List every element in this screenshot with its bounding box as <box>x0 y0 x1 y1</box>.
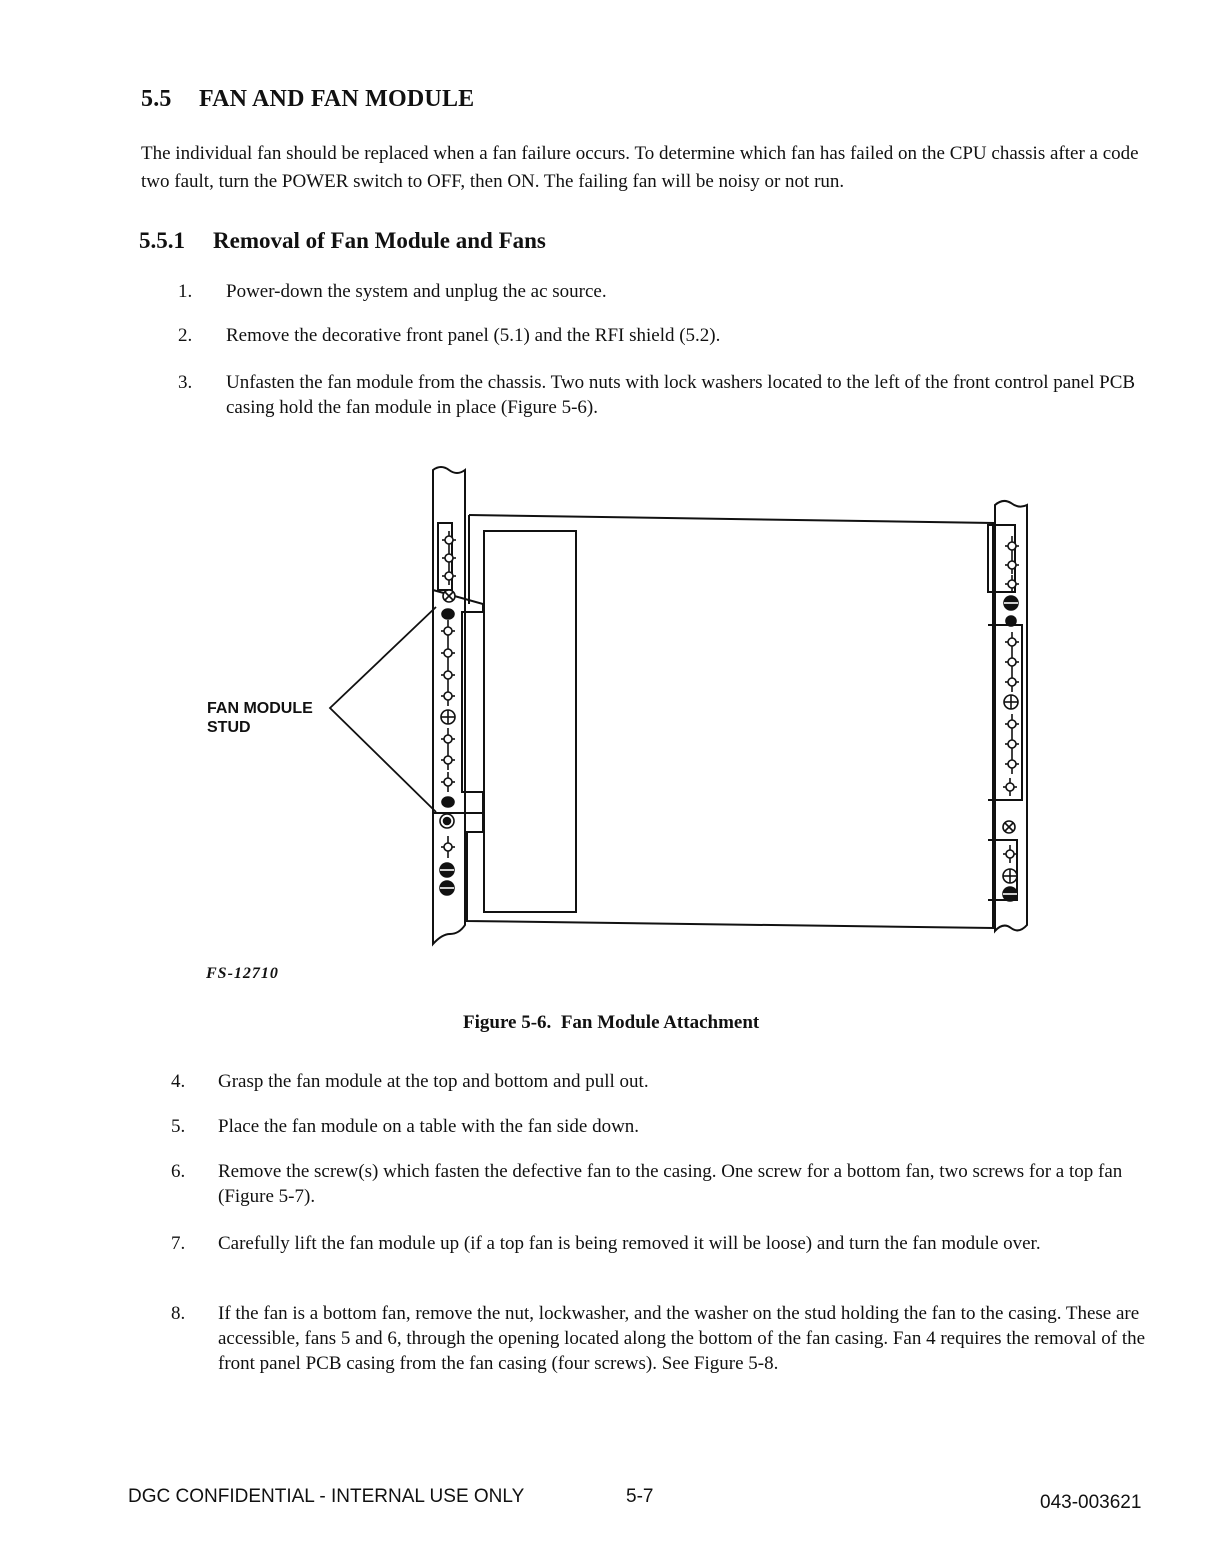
stud-icon <box>443 590 455 602</box>
subsection-number: 5.5.1 <box>139 228 185 253</box>
fan-casing <box>467 515 993 928</box>
screw-icon <box>1005 536 1019 556</box>
section-title: FAN AND FAN MODULE <box>199 86 475 112</box>
screw-icon <box>1005 652 1019 672</box>
pcb-panel <box>484 531 576 912</box>
footer-confidential: DGC CONFIDENTIAL - INTERNAL USE ONLY <box>128 1486 525 1507</box>
screw-icon <box>1005 672 1019 692</box>
figure-caption <box>463 1012 759 1034</box>
step-number: 5. <box>171 1116 186 1137</box>
step-number: 4. <box>171 1071 186 1092</box>
section-intro: The individual fan should be replaced when a fan failure occurs. To determine which fan has failed on the CPU chassis after a code two fault, turn the POWER switch to OFF, then ON. The failing fan will be noisy or not run. <box>141 143 1139 192</box>
screw-icon <box>1005 734 1019 754</box>
screw-icon <box>1005 556 1019 574</box>
left-bracket-mid <box>433 590 483 813</box>
label-line-1: FAN MODULE <box>207 700 313 717</box>
screw-icon <box>1003 778 1017 796</box>
screw-icon <box>442 549 456 567</box>
section-number: 5.5 <box>141 86 172 112</box>
stud-icon <box>440 863 454 877</box>
fan-module-stud-label <box>207 699 313 737</box>
figure-id: FS-12710 <box>206 965 279 982</box>
step-number: 7. <box>171 1233 186 1254</box>
stud-icon <box>442 797 454 807</box>
stud-icon <box>1004 596 1018 610</box>
callout-lines <box>330 607 436 812</box>
footer-document-number: 043-003621 <box>1040 1492 1142 1513</box>
step-number: 6. <box>171 1161 186 1182</box>
stud-icon <box>1006 616 1016 626</box>
screw-icon <box>441 642 455 664</box>
screw-icon <box>441 664 455 686</box>
screw-icon <box>442 567 456 585</box>
screw-icon <box>1005 575 1019 593</box>
step-text: If the fan is a bottom fan, remove the nut, lockwasher, and the washer on the stud holding the fan to the casing. These are accessible, fans 5 and 6, through the opening located along the bottom of the fan casing. Fan 4 requires the removal of the front panel PCB casing from the fan casing (four screws). See Figure 5-8. <box>218 1303 1146 1374</box>
stud-icon <box>440 881 454 895</box>
step-text: Remove the screw(s) which fasten the defective fan to the casing. One screw for a bottom fan, two screws for a top fan (Figure 5-7). <box>218 1161 1123 1207</box>
screw-icon <box>442 531 456 549</box>
stud-icon <box>442 609 454 619</box>
stud-icon <box>440 814 454 828</box>
step-text: Unfasten the fan module from the chassis. Two nuts with lock washers located to the left of the front control panel PCB casing hold the fan module in place (Figure 5-6). <box>226 372 1136 418</box>
step-number: 2. <box>178 325 193 346</box>
step-number: 1. <box>178 281 193 302</box>
screw-icon <box>441 728 455 750</box>
step-text: Carefully lift the fan module up (if a top fan is being removed it will be loose) and turn the fan module over. <box>218 1233 1041 1254</box>
screw-icon <box>1005 632 1019 652</box>
step-text: Grasp the fan module at the top and bottom and pull out. <box>218 1071 649 1092</box>
footer-page-number: 5-7 <box>626 1486 654 1507</box>
caption-number: Figure 5-6. <box>463 1012 552 1033</box>
screw-icon <box>441 772 455 792</box>
screw-icon <box>441 686 455 706</box>
screw-icon <box>1003 845 1017 863</box>
step-text: Remove the decorative front panel (5.1) and the RFI shield (5.2). <box>226 325 721 346</box>
subsection-title: Removal of Fan Module and Fans <box>213 228 546 253</box>
stud-icon <box>1003 821 1015 833</box>
screw-icon <box>1005 714 1019 734</box>
step-number: 3. <box>178 372 193 393</box>
stud-icon <box>1003 887 1017 901</box>
screw-icon <box>1005 754 1019 774</box>
stud-icon <box>1003 869 1017 883</box>
screw-icon <box>441 620 455 642</box>
label-line-2: STUD <box>207 719 251 736</box>
left-rail-screws <box>441 531 456 858</box>
screw-icon <box>441 836 455 858</box>
stud-icon <box>441 710 455 724</box>
step-number: 8. <box>171 1303 186 1324</box>
caption-title: Fan Module Attachment <box>560 1012 760 1033</box>
step-text: Power-down the system and unplug the ac source. <box>226 281 607 302</box>
stud-icon <box>1004 695 1018 709</box>
screw-icon <box>441 750 455 770</box>
step-text: Place the fan module on a table with the fan side down. <box>218 1116 640 1137</box>
